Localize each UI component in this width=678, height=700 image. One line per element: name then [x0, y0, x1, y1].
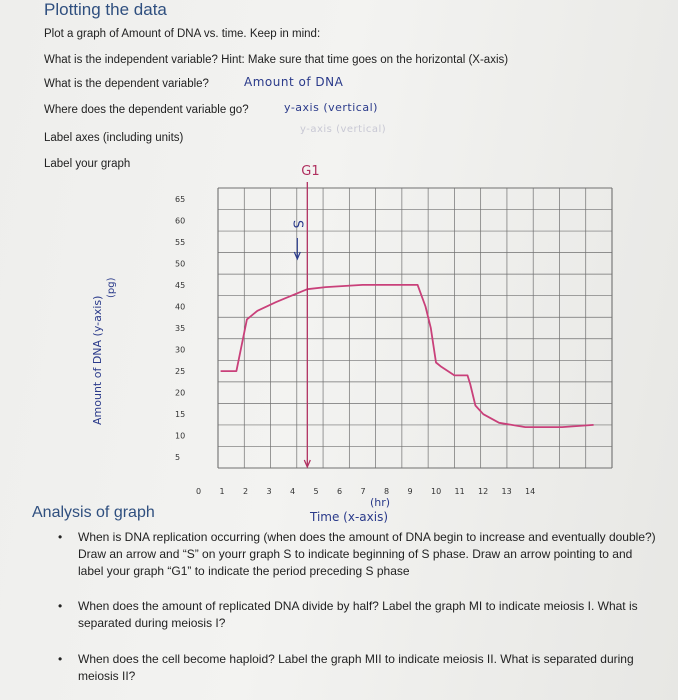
instruction-label-graph: Label your graph — [44, 158, 131, 170]
x-tick-label: 11 — [454, 487, 465, 496]
instruction-independent: What is the independent variable? Hint: Make sure that time goes on the horizontal (X-axis) — [44, 54, 509, 66]
answer-dependent: Amount of DNA — [244, 75, 344, 89]
x-tick-label: 0 — [196, 487, 202, 496]
x-tick-label: 13 — [501, 487, 512, 496]
y-tick-label: 45 — [175, 280, 186, 290]
y-axis-unit: (pg) — [106, 277, 117, 298]
x-axis-title: Time (x-axis) — [310, 510, 389, 524]
y-tick-label: 35 — [175, 324, 186, 333]
x-axis-unit: (hr) — [370, 496, 391, 509]
instruction-dependent: What is the dependent variable? — [44, 78, 209, 90]
bullet-dot: • — [58, 599, 63, 613]
x-tick-label: 12 — [478, 487, 489, 496]
y-tick-label: 55 — [175, 237, 186, 247]
x-tick-label: 9 — [407, 487, 413, 496]
annotation-g1: G1 — [301, 164, 320, 179]
x-tick-label: 10 — [431, 487, 442, 496]
x-tick-label: 7 — [360, 487, 366, 496]
question-meiosis-2: When does the cell become haploid? Label the graph MII to indicate meiosis II. What is separated during meiosis II? — [78, 652, 634, 683]
x-tick-labels — [196, 487, 535, 496]
page-title: Plotting the data — [44, 0, 167, 19]
question-meiosis-1: When does the amount of replicated DNA divide by half? Label the graph MI to indicate meiosis I. What is separated during meiosis I? — [78, 599, 638, 630]
instruction-plot: Plot a graph of Amount of DNA vs. time. Keep in mind: — [44, 28, 321, 40]
x-tick-label: 1 — [219, 487, 225, 496]
y-tick-label: 50 — [175, 259, 186, 269]
instruction-label-axes: Label axes (including units) — [44, 132, 184, 144]
dna-curve — [221, 285, 594, 427]
y-axis-label — [91, 277, 117, 425]
graph-grid — [218, 188, 612, 468]
x-tick-label: 6 — [337, 487, 343, 496]
annotation-s: S — [289, 220, 305, 229]
bullet-dot: • — [58, 652, 63, 666]
x-tick-label: 14 — [525, 487, 536, 496]
y-tick-label: 15 — [175, 410, 186, 420]
x-tick-label: 4 — [290, 487, 296, 496]
x-tick-label: 5 — [313, 487, 319, 496]
y-tick-labels — [175, 195, 185, 462]
analysis-title: Analysis of graph — [32, 504, 155, 521]
x-tick-label: 8 — [384, 487, 390, 496]
faint-bleed-text: y-axis (vertical) — [300, 124, 387, 135]
y-tick-label: 25 — [175, 367, 186, 377]
y-tick-label: 30 — [175, 345, 186, 355]
y-tick-label: 10 — [175, 431, 186, 441]
answer-where: y-axis (vertical) — [284, 101, 378, 114]
instruction-where: Where does the dependent variable go? — [44, 104, 249, 116]
y-axis-title: Amount of DNA (y-axis) — [91, 295, 104, 425]
question-s-phase: When is DNA replication occurring (when does the amount of DNA begin to increase and eventually double?) Draw an arrow and “S” on yourr graph S to indicate beginning of S phase. Draw an arrow pointing to and label your graph “G1” to indicate the period preceding S phase — [78, 530, 656, 578]
y-tick-label: 60 — [175, 216, 186, 226]
y-tick-label: 20 — [175, 388, 186, 398]
y-tick-label: 65 — [175, 194, 186, 204]
y-tick-label: 40 — [175, 302, 186, 312]
x-tick-label: 2 — [243, 487, 249, 496]
bullet-dot: • — [58, 530, 63, 544]
y-tick-label: 5 — [175, 453, 181, 463]
x-tick-label: 3 — [266, 487, 272, 496]
